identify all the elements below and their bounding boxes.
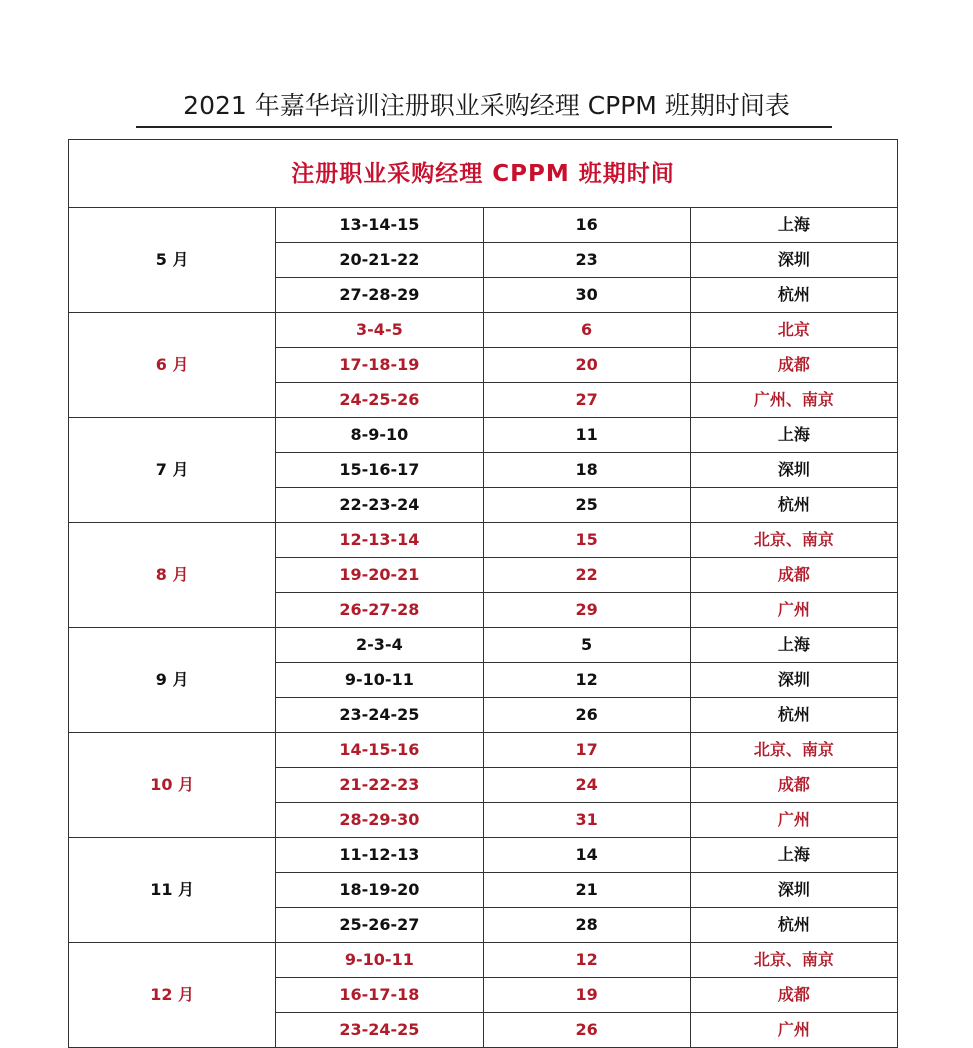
table-row [69, 733, 898, 768]
table-title: 注册职业采购经理 CPPM 班期时间 [69, 140, 898, 208]
city-cell: 北京、南京 [690, 523, 897, 558]
month-cell: 6 月 [69, 313, 276, 418]
dates-cell: 18-19-20 [276, 873, 483, 908]
dates-cell: 15-16-17 [276, 453, 483, 488]
table-row [69, 628, 898, 663]
dates-cell: 12-13-14 [276, 523, 483, 558]
month-cell: 8 月 [69, 523, 276, 628]
city-cell: 杭州 [690, 908, 897, 943]
dates-cell: 14-15-16 [276, 733, 483, 768]
day-cell: 11 [483, 418, 690, 453]
day-cell: 26 [483, 698, 690, 733]
day-cell: 6 [483, 313, 690, 348]
city-cell: 深圳 [690, 663, 897, 698]
dates-cell: 16-17-18 [276, 978, 483, 1013]
dates-cell: 20-21-22 [276, 243, 483, 278]
city-cell: 北京、南京 [690, 943, 897, 978]
day-cell: 18 [483, 453, 690, 488]
table-row [69, 943, 898, 978]
day-cell: 27 [483, 383, 690, 418]
day-cell: 26 [483, 1013, 690, 1048]
month-cell: 9 月 [69, 628, 276, 733]
dates-cell: 26-27-28 [276, 593, 483, 628]
dates-cell: 3-4-5 [276, 313, 483, 348]
dates-cell: 22-23-24 [276, 488, 483, 523]
dates-cell: 2-3-4 [276, 628, 483, 663]
day-cell: 30 [483, 278, 690, 313]
city-cell: 成都 [690, 348, 897, 383]
month-cell: 11 月 [69, 838, 276, 943]
dates-cell: 23-24-25 [276, 698, 483, 733]
dates-cell: 17-18-19 [276, 348, 483, 383]
table-row [69, 313, 898, 348]
city-cell: 深圳 [690, 453, 897, 488]
table-title-row [69, 140, 898, 208]
city-cell: 深圳 [690, 243, 897, 278]
day-cell: 17 [483, 733, 690, 768]
day-cell: 21 [483, 873, 690, 908]
table-row [69, 523, 898, 558]
city-cell: 广州 [690, 803, 897, 838]
city-cell: 成都 [690, 558, 897, 593]
city-cell: 杭州 [690, 278, 897, 313]
dates-cell: 23-24-25 [276, 1013, 483, 1048]
day-cell: 15 [483, 523, 690, 558]
table-row [69, 838, 898, 873]
month-cell: 10 月 [69, 733, 276, 838]
day-cell: 31 [483, 803, 690, 838]
dates-cell: 28-29-30 [276, 803, 483, 838]
dates-cell: 21-22-23 [276, 768, 483, 803]
day-cell: 29 [483, 593, 690, 628]
month-cell: 5 月 [69, 208, 276, 313]
day-cell: 14 [483, 838, 690, 873]
dates-cell: 25-26-27 [276, 908, 483, 943]
schedule-table-body [69, 140, 898, 1048]
city-cell: 杭州 [690, 698, 897, 733]
dates-cell: 24-25-26 [276, 383, 483, 418]
dates-cell: 27-28-29 [276, 278, 483, 313]
city-cell: 北京、南京 [690, 733, 897, 768]
city-cell: 北京 [690, 313, 897, 348]
day-cell: 16 [483, 208, 690, 243]
city-cell: 广州 [690, 593, 897, 628]
day-cell: 12 [483, 943, 690, 978]
city-cell: 广州、南京 [690, 383, 897, 418]
month-cell: 7 月 [69, 418, 276, 523]
city-cell: 深圳 [690, 873, 897, 908]
dates-cell: 9-10-11 [276, 943, 483, 978]
dates-cell: 19-20-21 [276, 558, 483, 593]
city-cell: 成都 [690, 768, 897, 803]
city-cell: 上海 [690, 838, 897, 873]
title-underline [136, 126, 832, 128]
dates-cell: 13-14-15 [276, 208, 483, 243]
day-cell: 20 [483, 348, 690, 383]
dates-cell: 11-12-13 [276, 838, 483, 873]
day-cell: 28 [483, 908, 690, 943]
dates-cell: 8-9-10 [276, 418, 483, 453]
month-cell: 12 月 [69, 943, 276, 1048]
day-cell: 12 [483, 663, 690, 698]
city-cell: 上海 [690, 208, 897, 243]
dates-cell: 9-10-11 [276, 663, 483, 698]
table-row [69, 418, 898, 453]
city-cell: 上海 [690, 628, 897, 663]
city-cell: 广州 [690, 1013, 897, 1048]
day-cell: 22 [483, 558, 690, 593]
city-cell: 杭州 [690, 488, 897, 523]
city-cell: 成都 [690, 978, 897, 1013]
table-row [69, 208, 898, 243]
day-cell: 23 [483, 243, 690, 278]
city-cell: 上海 [690, 418, 897, 453]
day-cell: 24 [483, 768, 690, 803]
schedule-table [68, 139, 898, 1048]
document-title: 2021 年嘉华培训注册职业采购经理 CPPM 班期时间表 [183, 91, 790, 120]
day-cell: 5 [483, 628, 690, 663]
day-cell: 25 [483, 488, 690, 523]
day-cell: 19 [483, 978, 690, 1013]
